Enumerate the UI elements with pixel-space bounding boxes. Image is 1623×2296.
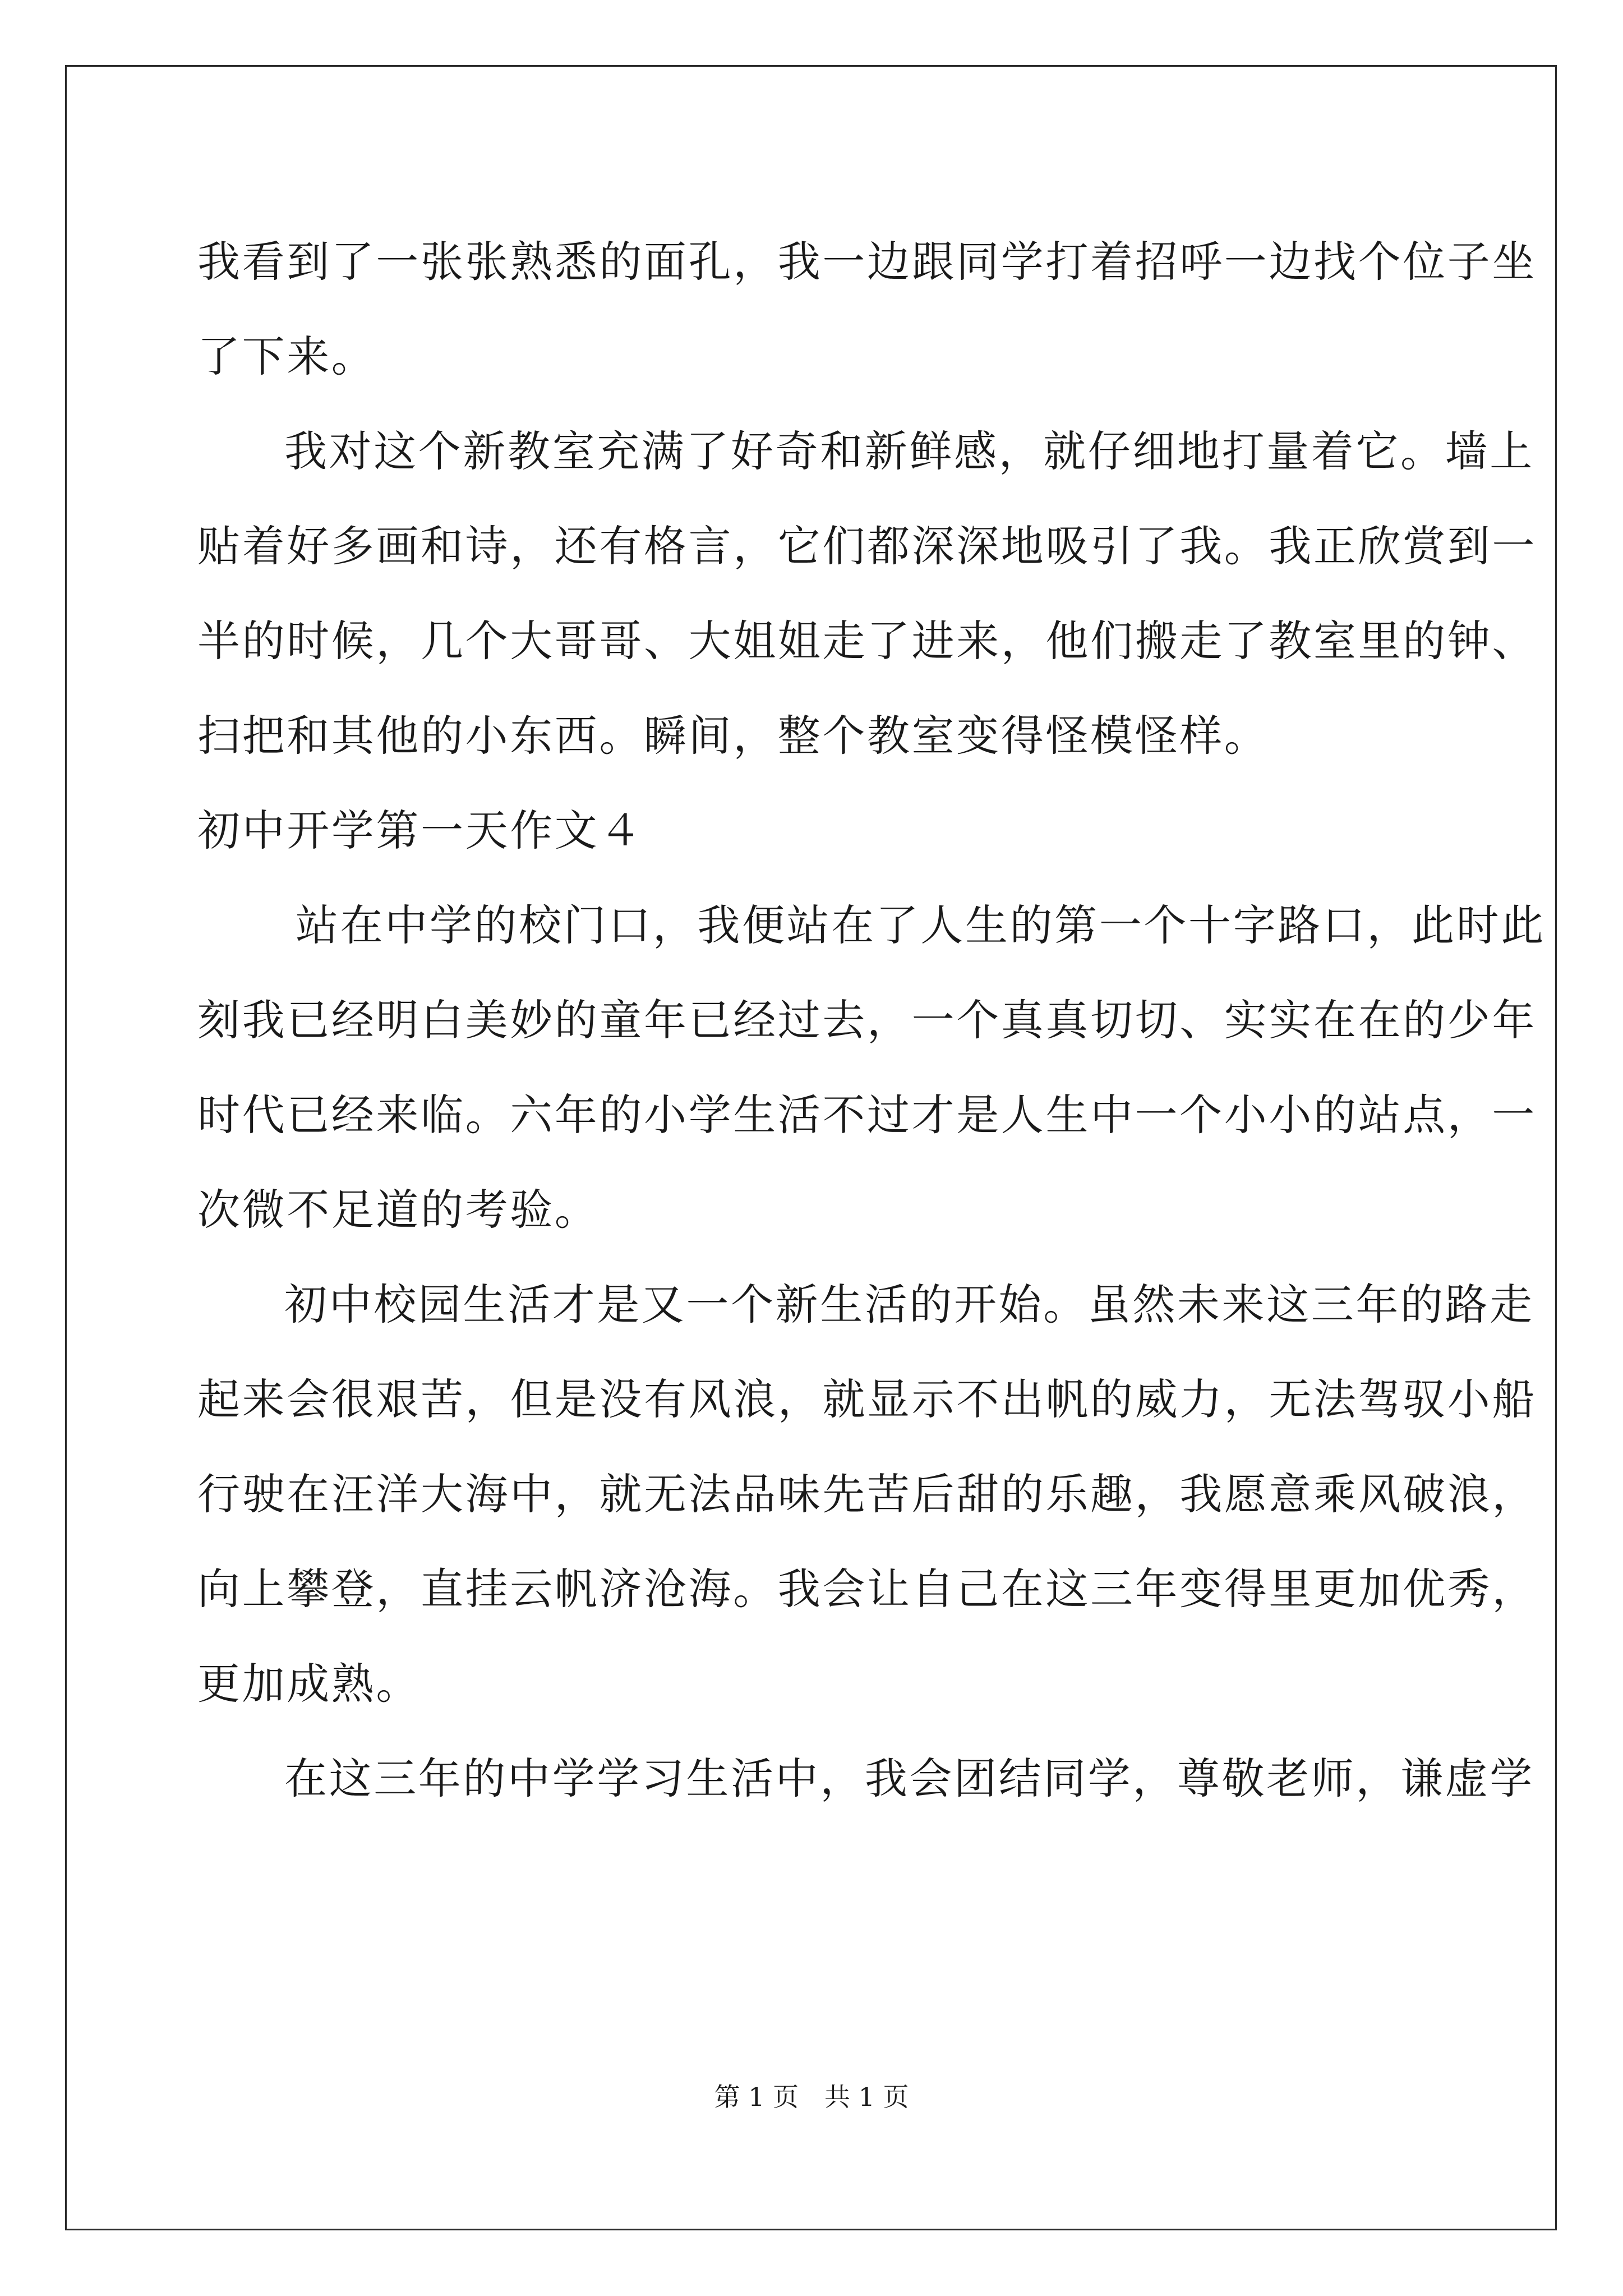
text-line: 次微不足道的考验。 — [197, 1185, 600, 1235]
text-line: 我看到了一张张熟悉的面孔，我一边跟同学打着招呼一边找个位子坐 — [197, 237, 1537, 287]
text-line: 了下来。 — [197, 332, 376, 381]
text-line: 贴着好多画和诗，还有格言，它们都深深地吸引了我。我正欣赏到一 — [197, 521, 1537, 571]
text-line: 时代已经来临。六年的小学生活不过才是人生中一个小小的站点，一 — [197, 1090, 1537, 1140]
text-line: 行驶在汪洋大海中，就无法品味先苦后甜的乐趣，我愿意乘风破浪， — [197, 1469, 1537, 1519]
paragraph-first-line: 站在中学的校门口，我便站在了人生的第一个十字路口，此时此 — [296, 900, 1546, 950]
page-number: 第 1 页 — [714, 2082, 799, 2112]
page-total: 共 1 页 — [824, 2082, 909, 2112]
text-line: 更加成熟。 — [197, 1659, 421, 1709]
text-line: 向上攀登，直挂云帆济沧海。我会让自己在这三年变得里更加优秀， — [197, 1564, 1537, 1614]
paragraph-first-line: 初中校园生活才是又一个新生活的开始。虽然未来这三年的路走 — [284, 1280, 1534, 1329]
text-line: 半的时候，几个大哥哥、大姐姐走了进来，他们搬走了教室里的钟、 — [197, 616, 1537, 666]
page-footer — [0, 2080, 1623, 2114]
document-body — [197, 214, 1546, 1826]
paragraph-first-line: 我对这个新教室充满了好奇和新鲜感，就仔细地打量着它。墙上 — [284, 426, 1534, 476]
text-line: 刻我已经明白美妙的童年已经过去，一个真真切切、实实在在的少年 — [197, 995, 1537, 1045]
text-line: 起来会很艰苦，但是没有风浪，就显示不出帆的威力，无法驾驭小船 — [197, 1374, 1537, 1424]
section-heading: 初中开学第一天作文４ — [197, 806, 644, 855]
paragraph-first-line: 在这三年的中学学习生活中，我会团结同学，尊敬老师，谦虚学 — [284, 1754, 1534, 1803]
text-line: 扫把和其他的小东西。瞬间，整个教室变得怪模怪样。 — [197, 711, 1269, 761]
